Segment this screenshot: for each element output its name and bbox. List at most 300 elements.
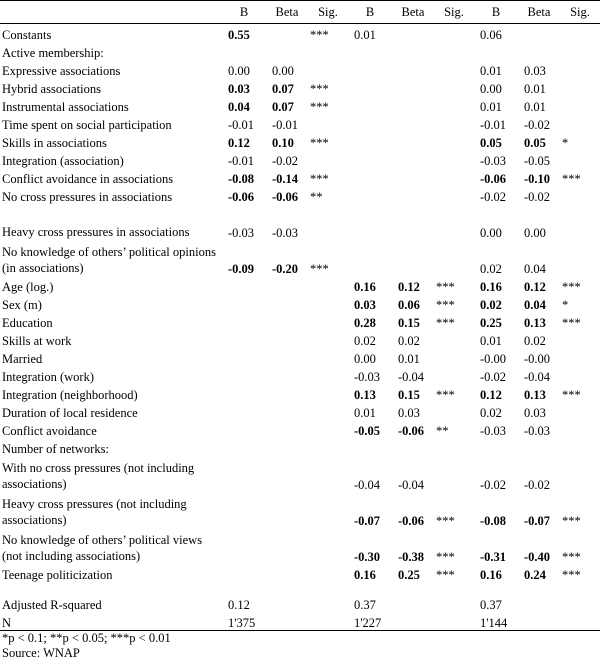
row-label: Time spent on social participation	[2, 118, 172, 132]
header-beta-model-1: Beta	[266, 1, 308, 24]
cell-b-model-1	[222, 492, 266, 528]
table-row	[0, 366, 600, 384]
cell-b-model-1: -0.09	[228, 262, 255, 276]
cell-b-model-1	[222, 528, 266, 564]
header-beta-model-3: Beta	[518, 1, 560, 24]
header-row	[0, 1, 600, 24]
table-row	[0, 564, 600, 582]
row-label: Integration (neighborhood)	[2, 388, 138, 402]
cell-b-model-2: -0.03	[354, 370, 381, 384]
row-label: Conflict avoidance	[2, 424, 97, 438]
row-label: Education	[2, 316, 53, 330]
cell-sig-model-3	[560, 60, 600, 78]
cell-b-model-1	[222, 438, 266, 456]
header-b-model-1: B	[222, 1, 266, 24]
cell-beta-model-3: -0.00	[524, 352, 551, 366]
cell-b-model-1	[222, 330, 266, 348]
cell-beta-model-2: 0.25	[398, 568, 420, 582]
cell-sig-model-2	[434, 456, 474, 492]
cell-sig-model-3	[560, 594, 600, 612]
cell-sig-model-1	[308, 114, 348, 132]
row-label: Duration of local residence	[2, 406, 138, 420]
cell-b-model-2: 0.16	[354, 280, 376, 294]
cell-b-model-1: -0.03	[228, 226, 255, 240]
cell-sig-model-1	[308, 384, 348, 402]
cell-sig-model-1	[308, 330, 348, 348]
row-label: Skills in associations	[2, 136, 107, 150]
cell-b-model-1	[222, 312, 266, 330]
cell-b-model-2	[348, 438, 392, 456]
cell-b-model-2: 0.13	[354, 388, 376, 402]
cell-beta-model-2: 0.01	[398, 352, 420, 366]
cell-beta-model-1: -0.02	[272, 154, 299, 168]
cell-b-model-1: 0.04	[228, 100, 250, 114]
header-label	[0, 1, 222, 24]
cell-sig-model-2: ***	[436, 280, 455, 294]
cell-b-model-3: 0.02	[480, 298, 502, 312]
table-row	[0, 594, 600, 612]
row-label: Hybrid associations	[2, 82, 101, 96]
cell-sig-model-3: ***	[562, 550, 581, 564]
source-note: Source: WNAP	[2, 646, 80, 660]
cell-sig-model-3	[560, 612, 600, 631]
cell-b-model-3: -0.31	[480, 550, 507, 564]
row-label: Adjusted R-squared	[2, 598, 102, 612]
cell-sig-model-3	[560, 186, 600, 204]
table-row	[0, 438, 600, 456]
cell-b-model-3: -0.02	[480, 190, 507, 204]
cell-sig-model-2: ***	[436, 550, 455, 564]
cell-sig-model-3: ***	[562, 388, 581, 402]
table-row	[0, 330, 600, 348]
cell-beta-model-1	[266, 456, 308, 492]
row-label: Conflict avoidance in associations	[2, 172, 174, 186]
cell-b-model-3: 0.00	[480, 82, 502, 96]
cell-sig-model-3	[560, 240, 600, 276]
table-row	[0, 168, 600, 186]
cell-b-model-1	[222, 456, 266, 492]
cell-sig-model-2	[434, 114, 474, 132]
cell-b-model-3: 0.37	[480, 598, 502, 612]
cell-beta-model-2	[392, 168, 434, 186]
cell-beta-model-1: 0.10	[272, 136, 294, 150]
header-sig-model-2: Sig.	[434, 1, 474, 24]
cell-beta-model-1	[266, 612, 308, 631]
cell-b-model-2: -0.05	[354, 424, 381, 438]
row-label: Sex (m)	[2, 298, 42, 312]
cell-beta-model-1	[266, 366, 308, 384]
cell-b-model-2: 0.16	[354, 568, 376, 582]
cell-beta-model-3: 0.00	[524, 226, 546, 240]
cell-beta-model-3: 0.05	[524, 136, 546, 150]
cell-beta-model-1	[266, 594, 308, 612]
cell-b-model-1	[222, 420, 266, 438]
cell-b-model-2	[348, 60, 392, 78]
cell-b-model-2: 0.00	[354, 352, 376, 366]
cell-beta-model-3: -0.02	[524, 478, 551, 492]
cell-sig-model-2	[434, 348, 474, 366]
cell-b-model-3: -0.02	[480, 478, 507, 492]
cell-beta-model-2	[392, 132, 434, 150]
cell-sig-model-3	[560, 402, 600, 420]
row-label: No knowledge of others’ political views (not including associations)	[2, 533, 203, 563]
cell-sig-model-2: ***	[436, 388, 455, 402]
table-row	[0, 60, 600, 78]
cell-b-model-2: 0.02	[354, 334, 376, 348]
cell-sig-model-2	[434, 366, 474, 384]
cell-b-model-1	[222, 402, 266, 420]
cell-sig-model-1	[308, 312, 348, 330]
cell-sig-model-2	[434, 60, 474, 78]
header-sig-model-1: Sig.	[308, 1, 348, 24]
cell-sig-model-2	[434, 594, 474, 612]
row-label: No knowledge of others’ political opinions (in associations)	[2, 245, 216, 275]
cell-beta-model-1	[266, 276, 308, 294]
cell-b-model-3: 0.01	[480, 64, 502, 78]
cell-beta-model-2: -0.06	[398, 424, 425, 438]
cell-b-model-3: -0.08	[480, 514, 507, 528]
cell-b-model-2: 1'227	[348, 612, 392, 631]
cell-sig-model-3	[560, 456, 600, 492]
cell-sig-model-3	[560, 42, 600, 60]
table-row	[0, 384, 600, 402]
cell-beta-model-1: 0.07	[272, 100, 294, 114]
cell-b-model-2	[348, 42, 392, 60]
cell-sig-model-1: ***	[310, 136, 329, 150]
cell-sig-model-2	[434, 150, 474, 168]
cell-b-model-3: 0.06	[480, 28, 502, 42]
cell-beta-model-3	[518, 24, 560, 43]
cell-beta-model-2: -0.06	[398, 514, 425, 528]
cell-sig-model-2: ***	[436, 568, 455, 582]
cell-beta-model-2: 0.02	[398, 334, 420, 348]
cell-beta-model-3: -0.02	[524, 118, 551, 132]
cell-sig-model-1	[308, 594, 348, 612]
cell-sig-model-2	[434, 96, 474, 114]
cell-beta-model-2	[392, 24, 434, 43]
cell-sig-model-1	[308, 60, 348, 78]
cell-beta-model-3: 0.12	[524, 280, 546, 294]
cell-sig-model-2	[434, 132, 474, 150]
cell-sig-model-1	[308, 456, 348, 492]
cell-sig-model-3	[560, 330, 600, 348]
cell-beta-model-2	[392, 60, 434, 78]
cell-beta-model-3	[518, 612, 560, 631]
cell-beta-model-3	[518, 438, 560, 456]
cell-sig-model-2	[434, 402, 474, 420]
cell-beta-model-1	[266, 312, 308, 330]
cell-sig-model-3	[560, 366, 600, 384]
cell-b-model-1: -0.06	[228, 190, 255, 204]
table-row	[0, 312, 600, 330]
cell-beta-model-2: -0.04	[398, 370, 425, 384]
cell-beta-model-1	[266, 402, 308, 420]
cell-beta-model-3: -0.04	[524, 370, 551, 384]
cell-sig-model-1	[308, 612, 348, 631]
cell-beta-model-2	[392, 96, 434, 114]
cell-beta-model-3: 0.13	[524, 388, 546, 402]
cell-b-model-1: -0.01	[228, 154, 255, 168]
cell-sig-model-1: ***	[310, 100, 329, 114]
table-body	[0, 24, 600, 631]
cell-sig-model-1	[308, 276, 348, 294]
significance-note: *p < 0.1; **p < 0.05; ***p < 0.01	[2, 631, 171, 645]
cell-b-model-3: 0.01	[480, 100, 502, 114]
cell-beta-model-3: 0.03	[524, 64, 546, 78]
spacer-row	[0, 582, 600, 594]
cell-b-model-2	[348, 96, 392, 114]
cell-sig-model-1	[308, 420, 348, 438]
cell-beta-model-1	[266, 294, 308, 312]
cell-b-model-3	[474, 438, 518, 456]
cell-sig-model-3	[560, 96, 600, 114]
cell-beta-model-1	[266, 42, 308, 60]
cell-beta-model-2: 0.15	[398, 388, 420, 402]
cell-b-model-2: 0.01	[354, 406, 376, 420]
table-row	[0, 42, 600, 60]
cell-beta-model-2	[392, 186, 434, 204]
table-row	[0, 78, 600, 96]
table-row	[0, 204, 600, 240]
cell-sig-model-2	[434, 330, 474, 348]
cell-sig-model-3	[560, 438, 600, 456]
cell-beta-model-1	[266, 564, 308, 582]
cell-b-model-3: 0.16	[480, 280, 502, 294]
cell-beta-model-1	[266, 438, 308, 456]
row-label: Heavy cross pressures (not including associations)	[2, 497, 187, 527]
cell-beta-model-2	[392, 240, 434, 276]
cell-b-model-3: 0.02	[480, 406, 502, 420]
cell-sig-model-3: ***	[562, 172, 581, 186]
header-b-model-2: B	[348, 1, 392, 24]
row-label: Teenage politicization	[2, 568, 113, 582]
cell-beta-model-1: -0.01	[272, 118, 299, 132]
cell-b-model-2	[348, 132, 392, 150]
table-row	[0, 420, 600, 438]
cell-sig-model-1: **	[310, 190, 323, 204]
cell-b-model-3: -0.03	[480, 424, 507, 438]
cell-sig-model-2	[434, 612, 474, 631]
cell-sig-model-3	[560, 204, 600, 240]
cell-sig-model-3	[560, 24, 600, 43]
cell-b-model-2: -0.04	[354, 478, 381, 492]
cell-sig-model-3	[560, 78, 600, 96]
table-row	[0, 612, 600, 631]
cell-b-model-2: 0.03	[354, 298, 376, 312]
cell-sig-model-2	[434, 78, 474, 96]
cell-b-model-3: 0.12	[480, 388, 502, 402]
cell-b-model-3: 0.02	[480, 262, 502, 276]
cell-beta-model-2	[392, 114, 434, 132]
cell-sig-model-3: *	[562, 136, 569, 150]
table-row	[0, 24, 600, 43]
cell-b-model-1: -0.08	[228, 172, 255, 186]
table-row	[0, 528, 600, 564]
cell-beta-model-2: 0.15	[398, 316, 420, 330]
cell-beta-model-1	[266, 24, 308, 43]
cell-sig-model-2	[434, 204, 474, 240]
cell-sig-model-1	[308, 150, 348, 168]
cell-b-model-2	[348, 186, 392, 204]
cell-b-model-2: 0.28	[354, 316, 376, 330]
row-label: Heavy cross pressures in associations	[2, 225, 190, 239]
cell-b-model-3: -0.02	[480, 370, 507, 384]
cell-beta-model-1	[266, 420, 308, 438]
table-row	[0, 402, 600, 420]
cell-beta-model-2: -0.38	[398, 550, 425, 564]
cell-b-model-3: 0.16	[480, 568, 502, 582]
cell-sig-model-1: ***	[310, 82, 329, 96]
row-label: Constants	[2, 28, 52, 42]
cell-beta-model-1: -0.06	[272, 190, 299, 204]
cell-sig-model-2	[434, 240, 474, 276]
cell-sig-model-1: ***	[310, 172, 329, 186]
row-label: Married	[2, 352, 43, 366]
cell-beta-model-2: 0.06	[398, 298, 420, 312]
cell-beta-model-3: 0.01	[524, 82, 546, 96]
cell-sig-model-3: ***	[562, 316, 581, 330]
cell-b-model-1: 1'375	[222, 612, 266, 631]
cell-beta-model-3: 0.13	[524, 316, 546, 330]
cell-b-model-2	[348, 150, 392, 168]
cell-b-model-3: 0.25	[480, 316, 502, 330]
cell-b-model-1	[222, 348, 266, 366]
row-label: Integration (work)	[2, 370, 94, 384]
table-row	[0, 276, 600, 294]
cell-beta-model-1	[266, 348, 308, 366]
cell-beta-model-2: 0.12	[398, 280, 420, 294]
cell-beta-model-2: -0.04	[398, 478, 425, 492]
cell-b-model-2	[348, 114, 392, 132]
cell-beta-model-1	[266, 492, 308, 528]
row-label: Skills at work	[2, 334, 72, 348]
cell-sig-model-3	[560, 420, 600, 438]
table-row	[0, 294, 600, 312]
cell-b-model-3: 0.00	[480, 226, 502, 240]
cell-beta-model-2	[392, 594, 434, 612]
cell-sig-model-3: ***	[562, 568, 581, 582]
cell-beta-model-2	[392, 438, 434, 456]
row-label: With no cross pressures (not including associations)	[2, 461, 195, 491]
cell-sig-model-3: *	[562, 298, 569, 312]
cell-b-model-1	[222, 384, 266, 402]
cell-b-model-3: 0.01	[480, 334, 502, 348]
cell-b-model-3: -0.06	[480, 172, 507, 186]
cell-sig-model-1: ***	[310, 28, 329, 42]
cell-b-model-1: 0.03	[228, 82, 250, 96]
cell-b-model-1	[222, 564, 266, 582]
cell-b-model-2	[348, 78, 392, 96]
table-row	[0, 132, 600, 150]
row-label: Number of networks:	[2, 442, 109, 456]
cell-beta-model-1: 0.00	[272, 64, 294, 78]
cell-b-model-1	[222, 276, 266, 294]
cell-b-model-2: -0.07	[354, 514, 381, 528]
cell-beta-model-2	[392, 150, 434, 168]
table-row	[0, 456, 600, 492]
cell-b-model-3: -0.00	[480, 352, 507, 366]
spacer-cell	[0, 582, 600, 594]
row-label: N	[0, 612, 222, 631]
cell-b-model-2	[348, 204, 392, 240]
cell-b-model-1	[222, 366, 266, 384]
cell-b-model-3: -0.03	[480, 154, 507, 168]
cell-beta-model-2	[392, 42, 434, 60]
cell-b-model-2	[348, 240, 392, 276]
table-row	[0, 96, 600, 114]
cell-sig-model-2: ***	[436, 514, 455, 528]
cell-b-model-1: 0.12	[228, 598, 250, 612]
cell-beta-model-1: -0.03	[272, 226, 299, 240]
cell-b-model-3: -0.01	[480, 118, 507, 132]
cell-sig-model-2: **	[436, 424, 449, 438]
cell-sig-model-1	[308, 564, 348, 582]
cell-b-model-1: 0.55	[228, 28, 250, 42]
cell-beta-model-3: -0.03	[524, 424, 551, 438]
cell-sig-model-2	[434, 186, 474, 204]
cell-sig-model-3	[560, 348, 600, 366]
cell-beta-model-1	[266, 330, 308, 348]
table-row	[0, 492, 600, 528]
cell-beta-model-2	[392, 204, 434, 240]
cell-beta-model-3: -0.02	[524, 190, 551, 204]
table-row	[0, 150, 600, 168]
cell-beta-model-2	[392, 612, 434, 631]
cell-sig-model-2	[434, 168, 474, 186]
table-row	[0, 186, 600, 204]
row-label: Instrumental associations	[2, 100, 129, 114]
cell-sig-model-1	[308, 42, 348, 60]
cell-sig-model-3	[560, 114, 600, 132]
cell-sig-model-3: ***	[562, 280, 581, 294]
cell-sig-model-3	[560, 150, 600, 168]
cell-beta-model-3: -0.05	[524, 154, 551, 168]
cell-beta-model-3: 0.03	[524, 406, 546, 420]
cell-beta-model-3: 0.02	[524, 334, 546, 348]
cell-b-model-2: -0.30	[354, 550, 381, 564]
cell-b-model-2: 0.37	[354, 598, 376, 612]
cell-sig-model-2	[434, 438, 474, 456]
cell-b-model-3	[474, 42, 518, 60]
cell-beta-model-1	[266, 528, 308, 564]
cell-sig-model-2	[434, 42, 474, 60]
cell-b-model-1	[222, 42, 266, 60]
cell-b-model-3: 0.05	[480, 136, 502, 150]
cell-beta-model-1: -0.14	[272, 172, 299, 186]
cell-sig-model-1	[308, 294, 348, 312]
cell-beta-model-3: -0.07	[524, 514, 551, 528]
cell-b-model-3: 1'144	[474, 612, 518, 631]
row-label: Active membership:	[2, 46, 104, 60]
cell-b-model-1: 0.00	[228, 64, 250, 78]
cell-b-model-1	[222, 294, 266, 312]
cell-beta-model-1	[266, 384, 308, 402]
header-beta-model-2: Beta	[392, 1, 434, 24]
table-row	[0, 114, 600, 132]
row-label: Integration (association)	[2, 154, 124, 168]
cell-beta-model-3: 0.04	[524, 298, 546, 312]
cell-sig-model-1	[308, 204, 348, 240]
cell-beta-model-3: -0.40	[524, 550, 551, 564]
cell-b-model-2: 0.01	[354, 28, 376, 42]
row-label: No cross pressures in associations	[2, 190, 173, 204]
cell-sig-model-1	[308, 348, 348, 366]
cell-sig-model-2: ***	[436, 316, 455, 330]
cell-beta-model-1: -0.20	[272, 262, 299, 276]
table-row	[0, 348, 600, 366]
cell-beta-model-3: 0.04	[524, 262, 546, 276]
cell-beta-model-3: 0.01	[524, 100, 546, 114]
